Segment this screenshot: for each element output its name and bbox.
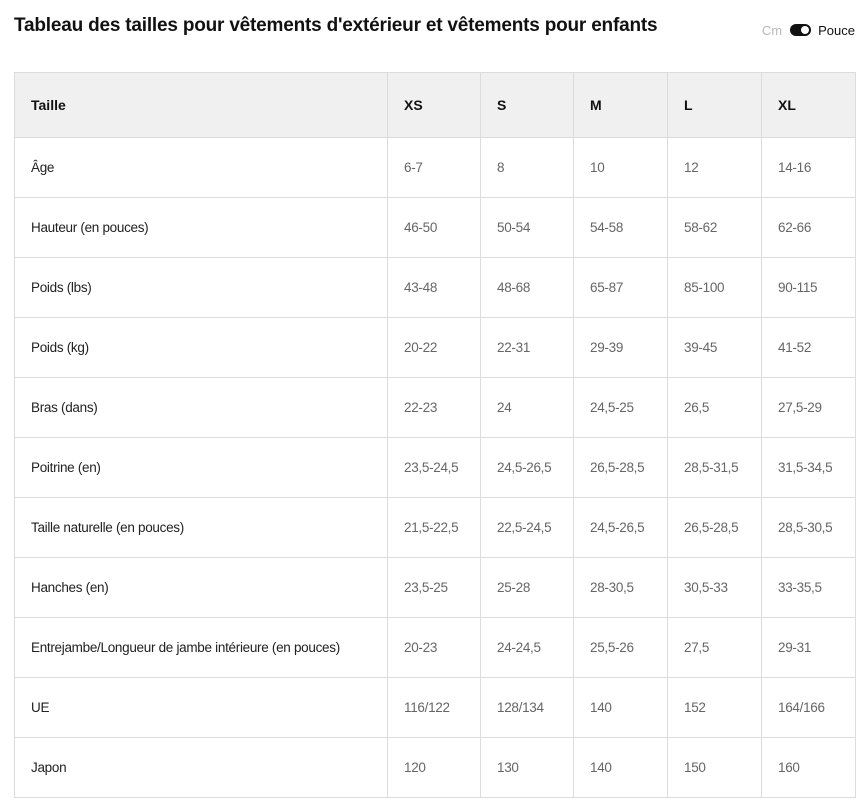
row-label: Japon [15, 738, 388, 798]
table-row [15, 258, 856, 318]
table-cell: 20-23 [388, 618, 481, 678]
table-cell: 28,5-31,5 [668, 438, 762, 498]
page-title: Tableau des tailles pour vêtements d'extérieur et vêtements pour enfants [14, 15, 658, 36]
table-cell: 120 [388, 738, 481, 798]
table-cell: 130 [481, 738, 574, 798]
table-row [15, 738, 856, 798]
table-row [15, 138, 856, 198]
unit-toggle [762, 21, 855, 39]
table-row [15, 618, 856, 678]
table-cell: 24 [481, 378, 574, 438]
table-row [15, 318, 856, 378]
table-cell: 25-28 [481, 558, 574, 618]
table-row [15, 678, 856, 738]
table-row [15, 198, 856, 258]
table-row [15, 438, 856, 498]
table-cell: 12 [668, 138, 762, 198]
table-cell: 43-48 [388, 258, 481, 318]
table-cell: 128/134 [481, 678, 574, 738]
table-cell: 28-30,5 [574, 558, 668, 618]
page-header [0, 0, 866, 56]
toggle-knob [801, 26, 809, 34]
table-cell: 33-35,5 [762, 558, 856, 618]
table-cell: 90-115 [762, 258, 856, 318]
table-cell: 22-23 [388, 378, 481, 438]
unit-inch-label[interactable]: Pouce [818, 22, 855, 38]
table-cell: 27,5-29 [762, 378, 856, 438]
row-label: UE [15, 678, 388, 738]
size-chart [14, 72, 855, 798]
table-cell: 48-68 [481, 258, 574, 318]
row-label: Taille naturelle (en pouces) [15, 498, 388, 558]
table-cell: 22,5-24,5 [481, 498, 574, 558]
table-cell: 54-58 [574, 198, 668, 258]
table-row [15, 498, 856, 558]
table-cell: 85-100 [668, 258, 762, 318]
table-cell: 39-45 [668, 318, 762, 378]
table-cell: 27,5 [668, 618, 762, 678]
column-header-s: S [481, 73, 574, 138]
column-header-size: Taille [15, 73, 388, 138]
table-cell: 29-39 [574, 318, 668, 378]
table-cell: 24,5-26,5 [574, 498, 668, 558]
table-cell: 20-22 [388, 318, 481, 378]
column-header-m: M [574, 73, 668, 138]
table-cell: 23,5-25 [388, 558, 481, 618]
row-label: Bras (dans) [15, 378, 388, 438]
table-cell: 26,5-28,5 [574, 438, 668, 498]
table-body [15, 138, 856, 798]
table-cell: 65-87 [574, 258, 668, 318]
table-cell: 164/166 [762, 678, 856, 738]
table-cell: 29-31 [762, 618, 856, 678]
table-cell: 140 [574, 738, 668, 798]
row-label: Poids (kg) [15, 318, 388, 378]
row-label: Âge [15, 138, 388, 198]
table-cell: 24,5-26,5 [481, 438, 574, 498]
table-cell: 26,5-28,5 [668, 498, 762, 558]
table-cell: 50-54 [481, 198, 574, 258]
table-cell: 41-52 [762, 318, 856, 378]
row-label: Poitrine (en) [15, 438, 388, 498]
row-label: Entrejambe/Longueur de jambe intérieure (en pouces) [15, 618, 388, 678]
table-cell: 58-62 [668, 198, 762, 258]
table-cell: 21,5-22,5 [388, 498, 481, 558]
unit-cm-label[interactable]: Cm [761, 22, 783, 38]
table-cell: 26,5 [668, 378, 762, 438]
table-cell: 23,5-24,5 [388, 438, 481, 498]
table-row [15, 558, 856, 618]
table-header-row [15, 73, 856, 138]
row-label: Hanches (en) [15, 558, 388, 618]
table-row [15, 378, 856, 438]
table-cell: 46-50 [388, 198, 481, 258]
table-cell: 14-16 [762, 138, 856, 198]
column-header-l: L [668, 73, 762, 138]
table-cell: 152 [668, 678, 762, 738]
column-header-xs: XS [388, 73, 481, 138]
table-cell: 30,5-33 [668, 558, 762, 618]
table-cell: 6-7 [388, 138, 481, 198]
table-cell: 8 [481, 138, 574, 198]
row-label: Poids (lbs) [15, 258, 388, 318]
table-cell: 25,5-26 [574, 618, 668, 678]
table-cell: 24-24,5 [481, 618, 574, 678]
table-cell: 140 [574, 678, 668, 738]
table-cell: 150 [668, 738, 762, 798]
size-table [14, 72, 856, 798]
table-cell: 10 [574, 138, 668, 198]
table-cell: 160 [762, 738, 856, 798]
table-cell: 28,5-30,5 [762, 498, 856, 558]
row-label: Hauteur (en pouces) [15, 198, 388, 258]
table-cell: 62-66 [762, 198, 856, 258]
table-cell: 24,5-25 [574, 378, 668, 438]
table-cell: 22-31 [481, 318, 574, 378]
table-cell: 31,5-34,5 [762, 438, 856, 498]
table-cell: 116/122 [388, 678, 481, 738]
unit-toggle-switch[interactable] [790, 24, 811, 36]
column-header-xl: XL [762, 73, 856, 138]
